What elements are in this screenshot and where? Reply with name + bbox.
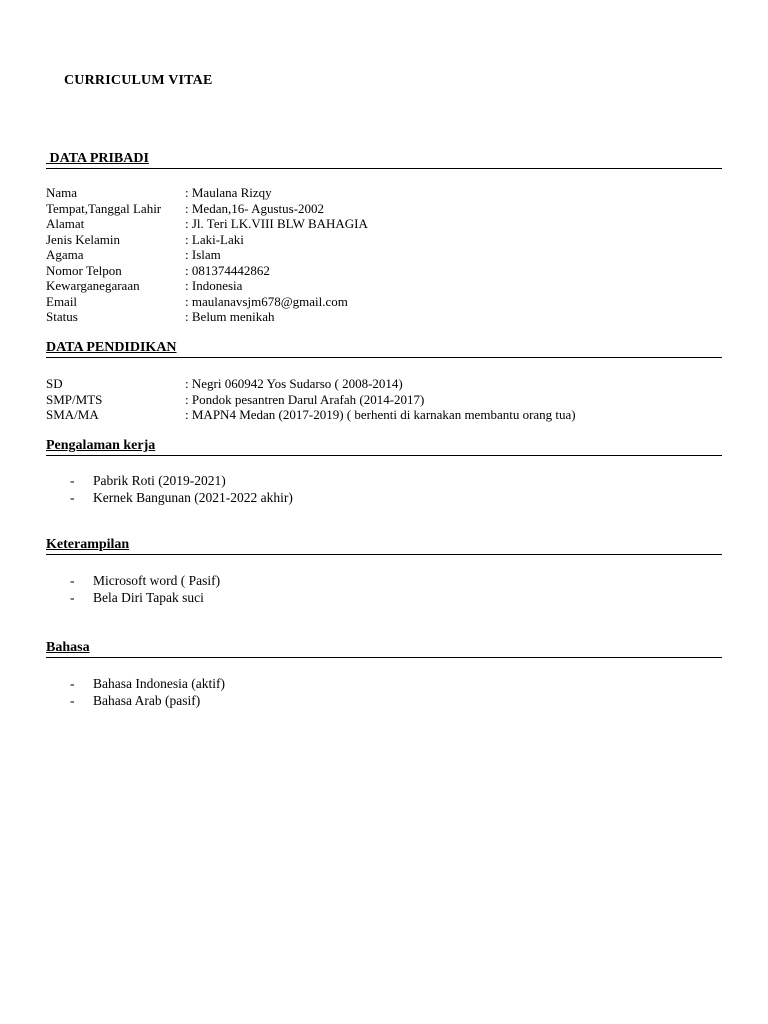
table-row <box>46 263 726 279</box>
experience-list <box>70 472 710 506</box>
field-value: Islam <box>191 247 221 262</box>
table-row <box>46 376 726 392</box>
education-table <box>46 376 726 423</box>
field-value: Medan,16- Agustus-2002 <box>191 200 325 216</box>
field-value: Jl. Teri LK.VIII BLW BAHAGIA <box>191 216 368 231</box>
section-heading-experience <box>46 438 722 456</box>
bullet-dash: - <box>70 676 75 691</box>
list-item-text: Microsoft word ( Pasif) <box>93 573 221 588</box>
table-row <box>46 392 726 408</box>
field-label: Jenis Kelamin <box>46 231 121 247</box>
section-heading-languages <box>46 640 722 658</box>
field-separator: : <box>185 200 192 216</box>
skills-list <box>70 572 710 606</box>
field-value: Laki-Laki <box>191 231 244 247</box>
field-value: Pondok pesantren Darul Arafah (2014-2017) <box>191 391 425 407</box>
languages-list <box>70 675 710 709</box>
field-separator: : <box>185 407 192 422</box>
field-label: Status <box>46 309 78 324</box>
field-value: Belum menikah <box>191 309 275 324</box>
bullet-dash: - <box>70 573 75 588</box>
table-row <box>46 201 726 217</box>
list-item-text: Bahasa Indonesia (aktif) <box>93 676 225 691</box>
field-separator: : <box>185 293 192 309</box>
table-row <box>46 185 726 201</box>
bullet-dash: - <box>70 473 75 488</box>
list-item-text: Pabrik Roti (2019-2021) <box>93 473 226 488</box>
field-label: Tempat,Tanggal Lahir <box>46 200 162 216</box>
table-row <box>46 407 726 423</box>
list-item-text: Bahasa Arab (pasif) <box>93 693 201 708</box>
list-item <box>70 692 710 709</box>
bullet-dash: - <box>70 693 75 708</box>
list-item <box>70 675 710 692</box>
section-heading-personal-text: DATA PRIBADI <box>46 151 149 166</box>
section-heading-languages-text: Bahasa <box>46 640 90 655</box>
field-value: 081374442862 <box>191 262 270 278</box>
field-separator: : <box>185 278 192 293</box>
list-item-text: Bela Diri Tapak suci <box>93 590 204 605</box>
list-item <box>70 572 710 589</box>
field-value: Indonesia <box>191 278 243 293</box>
table-row <box>46 294 726 310</box>
table-row <box>46 216 726 232</box>
field-value: MAPN4 Medan (2017-2019) ( berhenti di karnakan membantu orang tua) <box>191 407 576 422</box>
field-label: Email <box>46 293 78 309</box>
list-item-text: Kernek Bangunan (2021-2022 akhir) <box>93 490 293 505</box>
section-heading-personal <box>46 151 722 169</box>
field-label: SMA/MA <box>46 407 99 422</box>
field-value: Negri 060942 Yos Sudarso ( 2008-2014) <box>191 376 403 391</box>
field-separator: : <box>185 262 192 278</box>
field-separator: : <box>185 309 192 324</box>
table-row <box>46 232 726 248</box>
field-label: Nomor Telpon <box>46 262 122 278</box>
field-separator: : <box>185 185 192 200</box>
bullet-dash: - <box>70 590 75 605</box>
field-separator: : <box>185 391 192 407</box>
section-heading-skills <box>46 537 722 555</box>
field-label: Alamat <box>46 216 85 231</box>
table-row <box>46 247 726 263</box>
field-separator: : <box>185 216 192 231</box>
list-item <box>70 589 710 606</box>
field-label: Kewarganegaraan <box>46 278 140 293</box>
field-value: maulanavsjm678@gmail.com <box>191 293 348 309</box>
section-heading-experience-text: Pengalaman kerja <box>46 438 156 453</box>
field-separator: : <box>185 376 192 391</box>
table-row <box>46 309 726 325</box>
field-value: Maulana Rizqy <box>191 185 272 200</box>
bullet-dash: - <box>70 490 75 505</box>
list-item <box>70 472 710 489</box>
document-title: CURRICULUM VITAE <box>64 73 213 88</box>
section-heading-education-text: DATA PENDIDIKAN <box>46 340 177 355</box>
field-label: Nama <box>46 185 78 200</box>
field-label: SMP/MTS <box>46 391 103 407</box>
section-heading-skills-text: Keterampilan <box>46 537 130 552</box>
field-separator: : <box>185 231 192 247</box>
field-label: Agama <box>46 247 84 262</box>
field-label: SD <box>46 376 63 391</box>
list-item <box>70 489 710 506</box>
table-row <box>46 278 726 294</box>
section-heading-education <box>46 340 722 358</box>
field-separator: : <box>185 247 192 262</box>
personal-data-table <box>46 185 726 325</box>
